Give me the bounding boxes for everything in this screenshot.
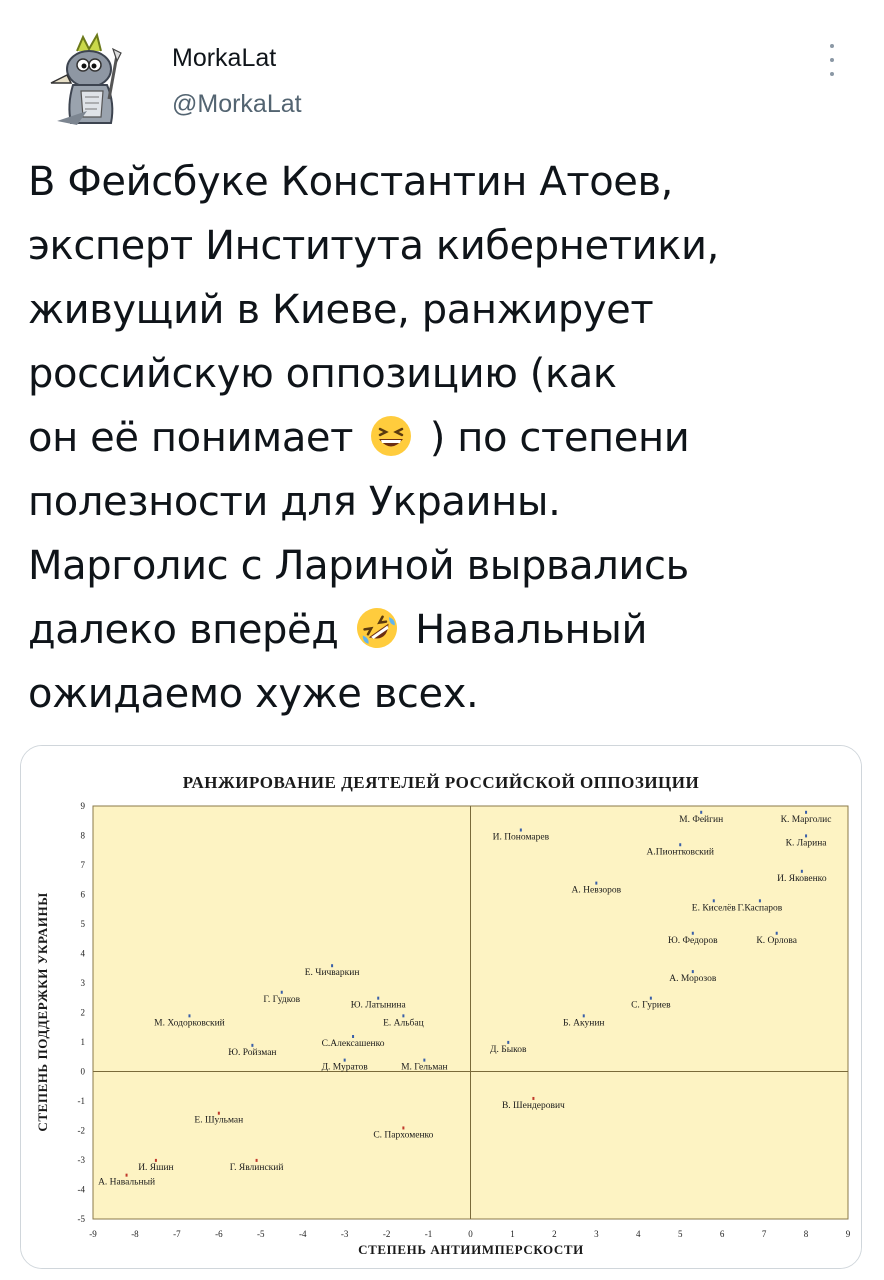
data-point-marker [344, 1059, 346, 1062]
x-tick-label: -7 [173, 1229, 181, 1239]
data-point-marker [331, 964, 333, 967]
data-point-label: М. Фейгин [679, 814, 724, 825]
data-point-label: И. Яшин [138, 1162, 174, 1173]
data-point-label: С. Пархоменко [373, 1130, 434, 1141]
chart-title: РАНЖИРОВАНИЕ ДЕЯТЕЛЕЙ РОССИЙСКОЙ ОППОЗИЦИИ [182, 773, 700, 792]
data-point-label: С. Гуриев [631, 1000, 671, 1011]
data-point-marker [507, 1041, 509, 1044]
x-tick-label: 1 [510, 1229, 515, 1239]
grinning-squinting-face-icon [369, 413, 413, 477]
avatar[interactable] [37, 25, 145, 133]
data-point-label: А. Невзоров [571, 885, 622, 896]
data-point-marker [281, 991, 283, 994]
tweet-line: В Фейсбуке Константин Атоев, [28, 159, 673, 205]
tweet-line-part: далеко вперёд [28, 607, 351, 653]
data-point-marker [155, 1159, 157, 1162]
tweet-line: полезности для Украины. [28, 479, 561, 525]
data-point-label: Г. Гудков [263, 994, 301, 1005]
data-point-label: Ю. Ройзман [228, 1047, 277, 1058]
x-tick-label: 7 [761, 1229, 767, 1239]
data-point-label: Е. Чичваркин [304, 968, 360, 979]
author-handle[interactable]: @MorkaLat [172, 90, 302, 118]
y-axis-title: СТЕПЕНЬ ПОДДЕРЖКИ УКРАИНЫ [35, 892, 50, 1132]
data-point-marker [377, 997, 379, 1000]
data-point-marker [256, 1159, 258, 1162]
tweet-line: Марголис с Лариной вырвались [28, 543, 689, 589]
y-tick-label: 8 [80, 830, 85, 841]
y-tick-label: 3 [80, 978, 85, 988]
tweet-text [28, 150, 868, 726]
more-vertical-icon [830, 44, 834, 48]
data-point-marker [352, 1035, 354, 1038]
x-tick-label: 6 [719, 1229, 725, 1239]
data-point-label: К. Марголис [780, 814, 832, 825]
tweet-line [28, 598, 868, 662]
data-point-marker [402, 1126, 404, 1129]
data-point-marker [650, 997, 652, 1000]
x-tick-label: 4 [636, 1229, 641, 1239]
data-point-marker [188, 1014, 190, 1017]
data-point-marker [126, 1174, 128, 1177]
data-point-marker [520, 829, 522, 832]
data-point-label: К. Орлова [756, 935, 798, 946]
data-point-label: Д. Быков [490, 1044, 527, 1055]
data-point-label: А. Навальный [98, 1177, 156, 1188]
attached-image-card[interactable] [20, 745, 862, 1269]
x-tick-label: -4 [298, 1229, 307, 1239]
x-tick-label: -9 [89, 1229, 97, 1239]
tweet-line: эксперт Института кибернетики, [28, 223, 719, 269]
data-point-label: Ю. Федоров [667, 935, 718, 946]
data-point-label: Б. Акунин [562, 1018, 605, 1029]
tweet-line: российскую оппозицию (как [28, 351, 617, 397]
y-tick-label: -3 [77, 1155, 85, 1165]
data-point-label: И. Пономарев [492, 832, 550, 843]
y-tick-label: 4 [80, 948, 85, 959]
data-point-label: Г.Каспаров [737, 903, 783, 914]
x-tick-label: 8 [803, 1229, 809, 1239]
data-point-label: Ю. Латынина [350, 1000, 406, 1011]
y-tick-label: 9 [80, 801, 85, 811]
data-point-marker [423, 1059, 425, 1062]
tweet-line-part: он её понимает [28, 415, 366, 461]
data-point-marker [801, 870, 803, 873]
data-point-marker [700, 811, 702, 814]
rolling-on-floor-laughing-icon [355, 605, 399, 669]
data-point-marker [805, 811, 807, 814]
data-point-label: В. Шендерович [501, 1100, 565, 1111]
x-tick-label: 9 [845, 1229, 851, 1239]
y-tick-label: 1 [80, 1037, 85, 1047]
data-point-label: Г. Явлинский [229, 1162, 284, 1173]
x-tick-label: 3 [594, 1229, 599, 1239]
tweet-header [0, 0, 884, 145]
data-point-label: Е. Киселёв [691, 903, 736, 914]
y-tick-label: -4 [77, 1184, 85, 1195]
data-point-marker [776, 932, 778, 935]
data-point-label: И. Яковенко [777, 873, 827, 884]
x-tick-label: -1 [424, 1229, 433, 1239]
data-point-label: А.Пионтковский [646, 847, 714, 858]
tweet-line [28, 406, 868, 470]
x-tick-label: -8 [131, 1229, 139, 1239]
scatter-chart [21, 746, 861, 1268]
x-tick-label: -6 [215, 1229, 223, 1239]
x-tick-label: 5 [677, 1229, 683, 1239]
data-point-marker [805, 834, 807, 837]
data-point-marker [679, 843, 681, 846]
x-tick-label: -2 [382, 1229, 391, 1239]
data-point-label: Е. Шульман [194, 1115, 244, 1126]
tweet-line-part: ) по степени [417, 415, 690, 461]
y-tick-label: 2 [80, 1007, 85, 1018]
x-axis-title: СТЕПЕНЬ АНТИИМПЕРСКОСТИ [358, 1242, 584, 1257]
y-tick-label: -5 [77, 1214, 85, 1224]
data-point-marker [218, 1112, 220, 1115]
x-tick-label: -5 [257, 1229, 265, 1239]
y-tick-label: 7 [80, 860, 85, 870]
data-point-label: М. Ходорковский [154, 1018, 225, 1029]
x-tick-label: -3 [340, 1229, 349, 1239]
data-point-marker [532, 1097, 534, 1100]
data-point-marker [402, 1014, 404, 1017]
x-tick-label: 2 [552, 1229, 557, 1239]
y-tick-label: 5 [80, 919, 85, 929]
data-point-label: Е. Альбац [383, 1018, 424, 1029]
tweet-line: живущий в Киеве, ранжирует [28, 287, 654, 333]
data-point-marker [251, 1044, 253, 1047]
tweet-line: ожидаемо хуже всех. [28, 671, 479, 717]
crow-mascot-icon [37, 25, 145, 133]
data-point-marker [692, 970, 694, 973]
data-point-label: Д. Муратов [321, 1062, 368, 1073]
more-options-button[interactable] [818, 42, 846, 78]
x-tick-label: 0 [468, 1229, 473, 1239]
y-tick-label: -1 [77, 1096, 85, 1106]
data-point-marker [692, 932, 694, 935]
data-point-label: А. Морозов [669, 974, 717, 985]
author-display-name[interactable]: MorkaLat [172, 44, 277, 72]
data-point-marker [583, 1014, 585, 1017]
y-tick-label: -2 [77, 1125, 85, 1136]
data-point-marker [759, 899, 761, 902]
y-tick-label: 0 [80, 1066, 85, 1077]
tweet-line-part: Навальный [402, 607, 648, 653]
data-point-label: М. Гельман [401, 1062, 448, 1073]
data-point-label: С.Алексашенко [321, 1039, 385, 1049]
data-point-marker [595, 882, 597, 885]
y-tick-label: 6 [80, 889, 85, 900]
data-point-label: К. Ларина [785, 838, 827, 849]
data-point-marker [713, 899, 715, 902]
